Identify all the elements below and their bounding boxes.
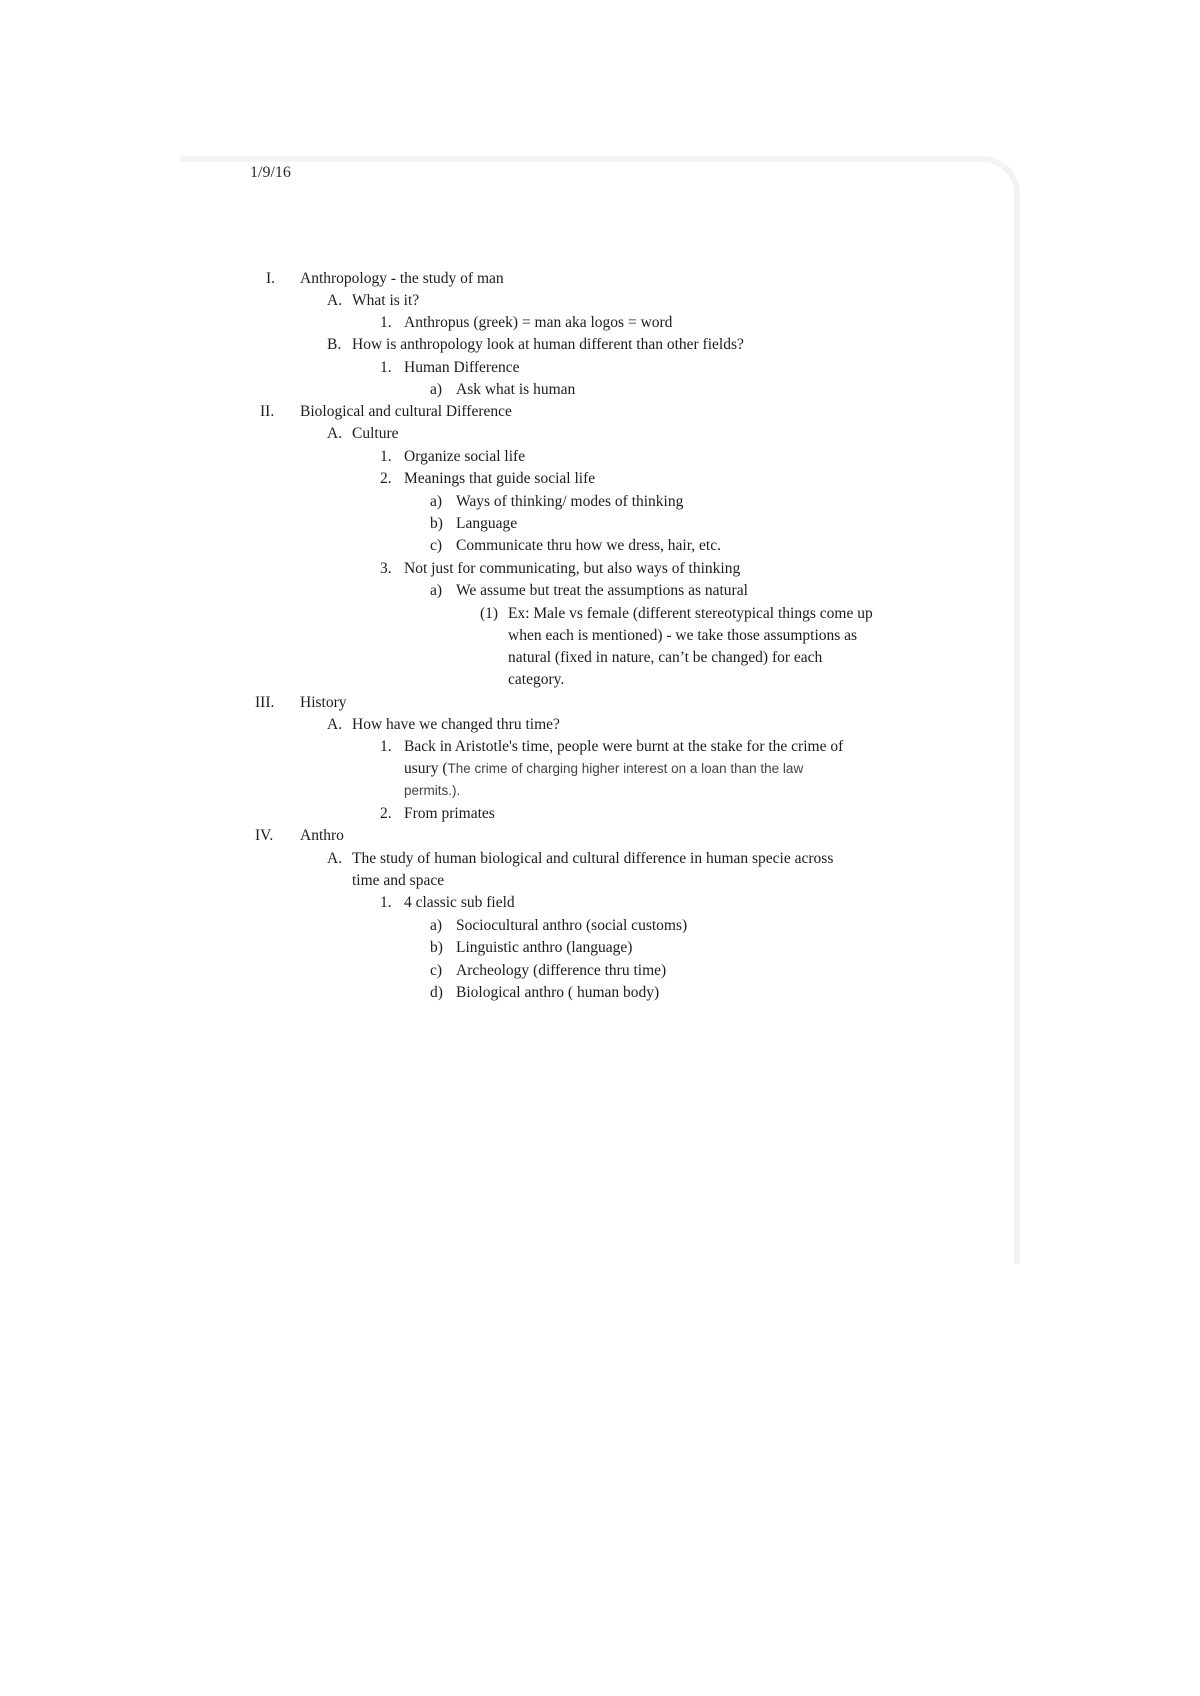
item-marker: 1. — [380, 314, 392, 331]
subitem-marker: a) — [430, 381, 443, 398]
item-text-part: usury ( — [404, 760, 448, 777]
pasted-definition-text: The crime of charging higher interest on a loan than the law — [447, 761, 804, 776]
item-text: Meanings that guide social life — [404, 470, 596, 487]
subsection-text: How is anthropology look at human different than other fields? — [352, 336, 744, 353]
section-heading: Anthropology - the study of man — [300, 270, 504, 287]
item-text: 4 classic sub field — [404, 894, 515, 911]
subitem-text: We assume but treat the assumptions as natural — [456, 582, 748, 599]
item-marker: 1. — [380, 448, 392, 465]
subsection-text: How have we changed thru time? — [352, 716, 560, 733]
subitem-marker: c) — [430, 537, 443, 554]
item-text: Organize social life — [404, 448, 526, 465]
section-heading: Anthro — [300, 827, 344, 844]
section-heading: Biological and cultural Difference — [300, 403, 512, 420]
item-marker: 2. — [380, 470, 392, 487]
subsection-marker: B. — [327, 336, 342, 353]
pasted-definition-text: permits.). — [404, 783, 461, 798]
note-text-line: natural (fixed in nature, can’t be changed) for each — [508, 649, 823, 666]
subsection-text-line: The study of human biological and cultural difference in human specie across — [352, 850, 834, 867]
item-marker: 2. — [380, 805, 392, 822]
section-marker: III. — [255, 694, 275, 711]
document-date: 1/9/16 — [250, 164, 291, 181]
item-text: Human Difference — [404, 359, 520, 376]
subitem-text: Ask what is human — [456, 381, 576, 398]
subitem-marker: d) — [430, 984, 443, 1001]
subsection-marker: A. — [327, 292, 343, 309]
item-marker: 3. — [380, 560, 392, 577]
subitem-marker: c) — [430, 962, 443, 979]
subitem-text: Archeology (difference thru time) — [456, 962, 667, 979]
item-text: Not just for communicating, but also ways of thinking — [404, 560, 741, 577]
section-heading: History — [300, 694, 347, 711]
item-marker: 1. — [380, 359, 392, 376]
item-text-line — [404, 758, 803, 780]
note-marker: (1) — [480, 605, 499, 622]
note-text-line: category. — [508, 671, 565, 688]
note-text-line: when each is mentioned) - we take those assumptions as — [508, 627, 858, 644]
note-text-line: Ex: Male vs female (different stereotypical things come up — [508, 605, 873, 622]
subitem-text: Linguistic anthro (language) — [456, 939, 633, 956]
subitem-marker: a) — [430, 493, 443, 510]
subitem-text: Communicate thru how we dress, hair, etc. — [456, 537, 721, 554]
subitem-text: Biological anthro ( human body) — [456, 984, 660, 1001]
item-marker: 1. — [380, 894, 392, 911]
subitem-text: Sociocultural anthro (social customs) — [456, 917, 688, 934]
section-marker: IV. — [255, 827, 274, 844]
item-text: From primates — [404, 805, 495, 822]
subitem-marker: a) — [430, 917, 443, 934]
subsection-marker: A. — [327, 850, 343, 867]
subsection-marker: A. — [327, 716, 343, 733]
subsection-text: What is it? — [352, 292, 420, 309]
item-text: Anthropus (greek) = man aka logos = word — [404, 314, 673, 331]
item-marker: 1. — [380, 738, 392, 755]
subitem-text: Language — [456, 515, 518, 532]
subitem-marker: b) — [430, 515, 443, 532]
subsection-marker: A. — [327, 425, 343, 442]
subitem-text: Ways of thinking/ modes of thinking — [456, 493, 684, 510]
item-text-line: Back in Aristotle's time, people were burnt at the stake for the crime of — [404, 738, 844, 755]
section-marker: II. — [260, 403, 275, 420]
subsection-text-line: time and space — [352, 872, 445, 889]
subitem-marker: a) — [430, 582, 443, 599]
section-marker: I. — [266, 270, 276, 287]
subitem-marker: b) — [430, 939, 443, 956]
subsection-text: Culture — [352, 425, 399, 442]
